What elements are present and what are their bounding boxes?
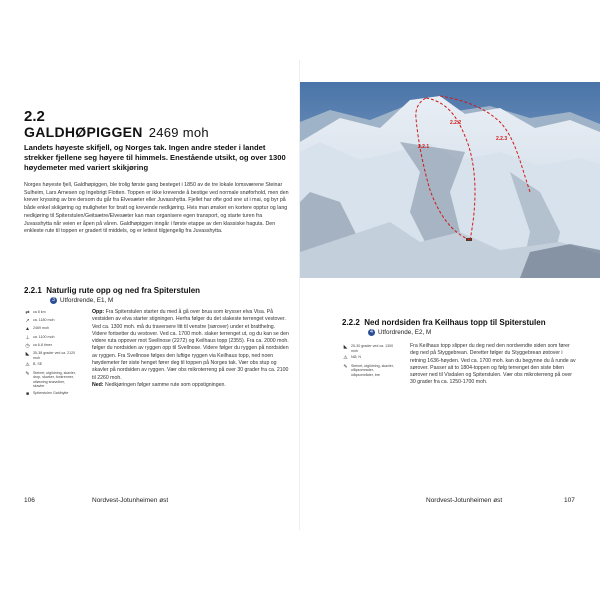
fact-text: Steinet, utglidning, skavler, ulåpsomrader, ulåpsområder, bre bbox=[351, 363, 394, 377]
route-description-222: Fra Keilhaus topp slipper du deg ned den nordvendte siden som fører deg ned på Styggebrean. Deretter følger du Styggebrean østover i retning 1636-høyden. Ved ca. 1700 moh. kan du begynne du å runde av sørover. Passer ait to 1804-toppen og følg terrenget den siste biten sørover ned til Visdalen og Spiterstulen. Vær obs mikroterreng på over 30 grader fra ca. 1250-1700 moh. bbox=[410, 343, 576, 386]
ascent-icon: ↗ bbox=[25, 318, 30, 325]
time-icon: ◷ bbox=[25, 342, 30, 349]
fact-row bbox=[24, 371, 76, 389]
photo-label-223: 2.2.3 bbox=[496, 136, 508, 142]
page-number-right: 107 bbox=[564, 497, 575, 504]
hazard-icon: ⚠ bbox=[25, 362, 30, 369]
route-heading-222 bbox=[342, 318, 546, 327]
fact-text: 25-30 grader ved ca. 1300 moh bbox=[351, 344, 394, 353]
photo-label-221: 2.2.1 bbox=[418, 144, 430, 150]
fact-row bbox=[24, 326, 76, 332]
section-number: 2.2 bbox=[24, 108, 45, 125]
fact-row bbox=[24, 391, 76, 397]
fact-row bbox=[342, 364, 394, 378]
route-description-221 bbox=[92, 309, 290, 389]
route-facts-222 bbox=[342, 344, 394, 380]
fact-row bbox=[24, 318, 76, 324]
route-title: Naturlig rute opp og ned fra Spiterstulen bbox=[46, 286, 201, 295]
gear-icon: ✎ bbox=[343, 363, 348, 370]
running-footer-left: Nordvest-Jotunheimen øst bbox=[92, 497, 169, 504]
difficulty-badge: 4 bbox=[368, 329, 375, 336]
route-number: 2.2.1 bbox=[24, 286, 42, 295]
summit-icon: ▲ bbox=[25, 326, 30, 333]
photo-label-222: 2.2.2 bbox=[450, 120, 462, 126]
fact-row bbox=[24, 310, 76, 316]
fact-row bbox=[342, 344, 394, 353]
grade-text: Utfordrende, E1, M bbox=[60, 297, 114, 305]
page-title bbox=[24, 124, 209, 140]
fact-row bbox=[24, 335, 76, 341]
hut-icon: ■ bbox=[25, 391, 30, 398]
slope-icon: ◣ bbox=[343, 344, 348, 350]
fact-row bbox=[24, 343, 76, 349]
route-heading-221 bbox=[24, 286, 200, 295]
mountain-name: GALDHØPIGGEN bbox=[24, 124, 143, 140]
fact-text: ca. 1100 moh bbox=[33, 334, 55, 339]
fact-text: ca 6-8 timer bbox=[33, 342, 52, 347]
base-icon: ⊥ bbox=[25, 334, 30, 341]
fact-row bbox=[24, 362, 76, 368]
down-text: Nedkjøringen følger samme rute som oppstigningen. bbox=[104, 381, 226, 388]
running-footer-right: Nordvest-Jotunheimen øst bbox=[426, 497, 503, 504]
fact-text: ca. 1180 moh bbox=[33, 318, 55, 323]
mountain-height: 2469 moh bbox=[148, 125, 209, 140]
route-grade-221 bbox=[50, 297, 113, 304]
lead-paragraph: Landets høyeste skifjell, og Norges tak. Ingen andre steder i landet strekker fjellene seg høyere til himmels. Enestående utsikt, og over 1300 høydemeter med variert skikjøring bbox=[24, 143, 286, 173]
fact-row bbox=[24, 351, 76, 360]
route-grade-222 bbox=[368, 329, 431, 336]
fact-text: ca 8 km bbox=[33, 310, 46, 314]
fact-text: Steinet, utglidning, skavler, drop, skarker, fonkrenner, utløsning snøvulker, skavler bbox=[33, 370, 76, 389]
fact-text: Spiterstulen Galdhytte bbox=[33, 391, 69, 396]
up-text: Fra Spiterstulen starter du med å gå over brua som krysser elva Visa. På vestsiden av elva starter stigningen. Herfra følger du det slakeste terrenget vestover. Ved ca. 1300 moh. må du traversere litt til venstre (sørover) under et bratthelng. Videre fortsetter du vestover. Ved ca. 1700 moh. slaker terrenget ut, og du kan se den videre ruta oppover mot Svellnose (2272) og Keilhaus topp (2355). Fra ca. 2000 moh. følger du nordsiden av ryggen opp til Svellnose. Videre følger du ryggen på nordsiden av ryggen. Fra Svellnose følges den luftige ryggen via Keilhaus topp, ned noen høydemeter før siste henget fører deg til toppen på Norges tak. Vær obs stup og skavler på nordsiden av ryggen. Vær obs mikroterreng på over 30 grader fra ca. 2100 til 2260 moh. bbox=[92, 309, 289, 381]
fact-text: 35-38 grader ved ca. 2120 moh bbox=[33, 350, 76, 360]
distance-icon: ⇄ bbox=[25, 310, 30, 316]
route-number: 2.2.2 bbox=[342, 318, 360, 327]
right-page bbox=[300, 0, 600, 600]
route-title: Ned nordsiden fra Keilhaus topp til Spiterstulen bbox=[364, 318, 546, 327]
grade-text: Utfordrende, E2, M bbox=[378, 329, 432, 337]
route-facts-221 bbox=[24, 310, 76, 399]
fact-text: NØ, N bbox=[351, 355, 361, 360]
page-number-left: 106 bbox=[24, 497, 35, 504]
up-label: Opp: bbox=[92, 309, 105, 315]
intro-paragraph: Norges høyeste fjell, Galdhøpiggen, ble trolig første gang besteget i 1850 av de tre lokale lomsværene Steinar Sulheim, Lars Arnesen og Ingebrigt Flotten. Toppen er ikke krevende å bestige ved normale snøforhold, men den krever kryssing av bre dersom du går fra Elvesæter eller Juvasshytta. Fjellet har ofte god sne ut i mai, og byr på både enkel skikjøring og muligheter for bratt og krevende nedkjøring. Hvis man ønsker en kortere opptur og lang nedkjøring til Spiterstulen/Geitsætre/Elvesæter kan man organisere egen transport, og starte turen fra Juvasshytta når veien er åpen på våren. Galdhøpiggen inngår i første etappe av den klassiske haguta. Den enkleste rute til toppen er gradert til middels, og er lettest tilgjengelig fra Juvasshytta. bbox=[24, 182, 289, 235]
difficulty-badge: 3 bbox=[50, 297, 57, 304]
slope-icon: ◣ bbox=[25, 350, 30, 357]
fact-row bbox=[342, 355, 394, 361]
gear-icon: ✎ bbox=[25, 370, 30, 377]
fact-text: 2469 moh bbox=[33, 326, 49, 331]
hazard-icon: ⚠ bbox=[343, 355, 348, 362]
fact-text: B, SE bbox=[33, 362, 43, 367]
down-label: Ned: bbox=[92, 381, 104, 388]
